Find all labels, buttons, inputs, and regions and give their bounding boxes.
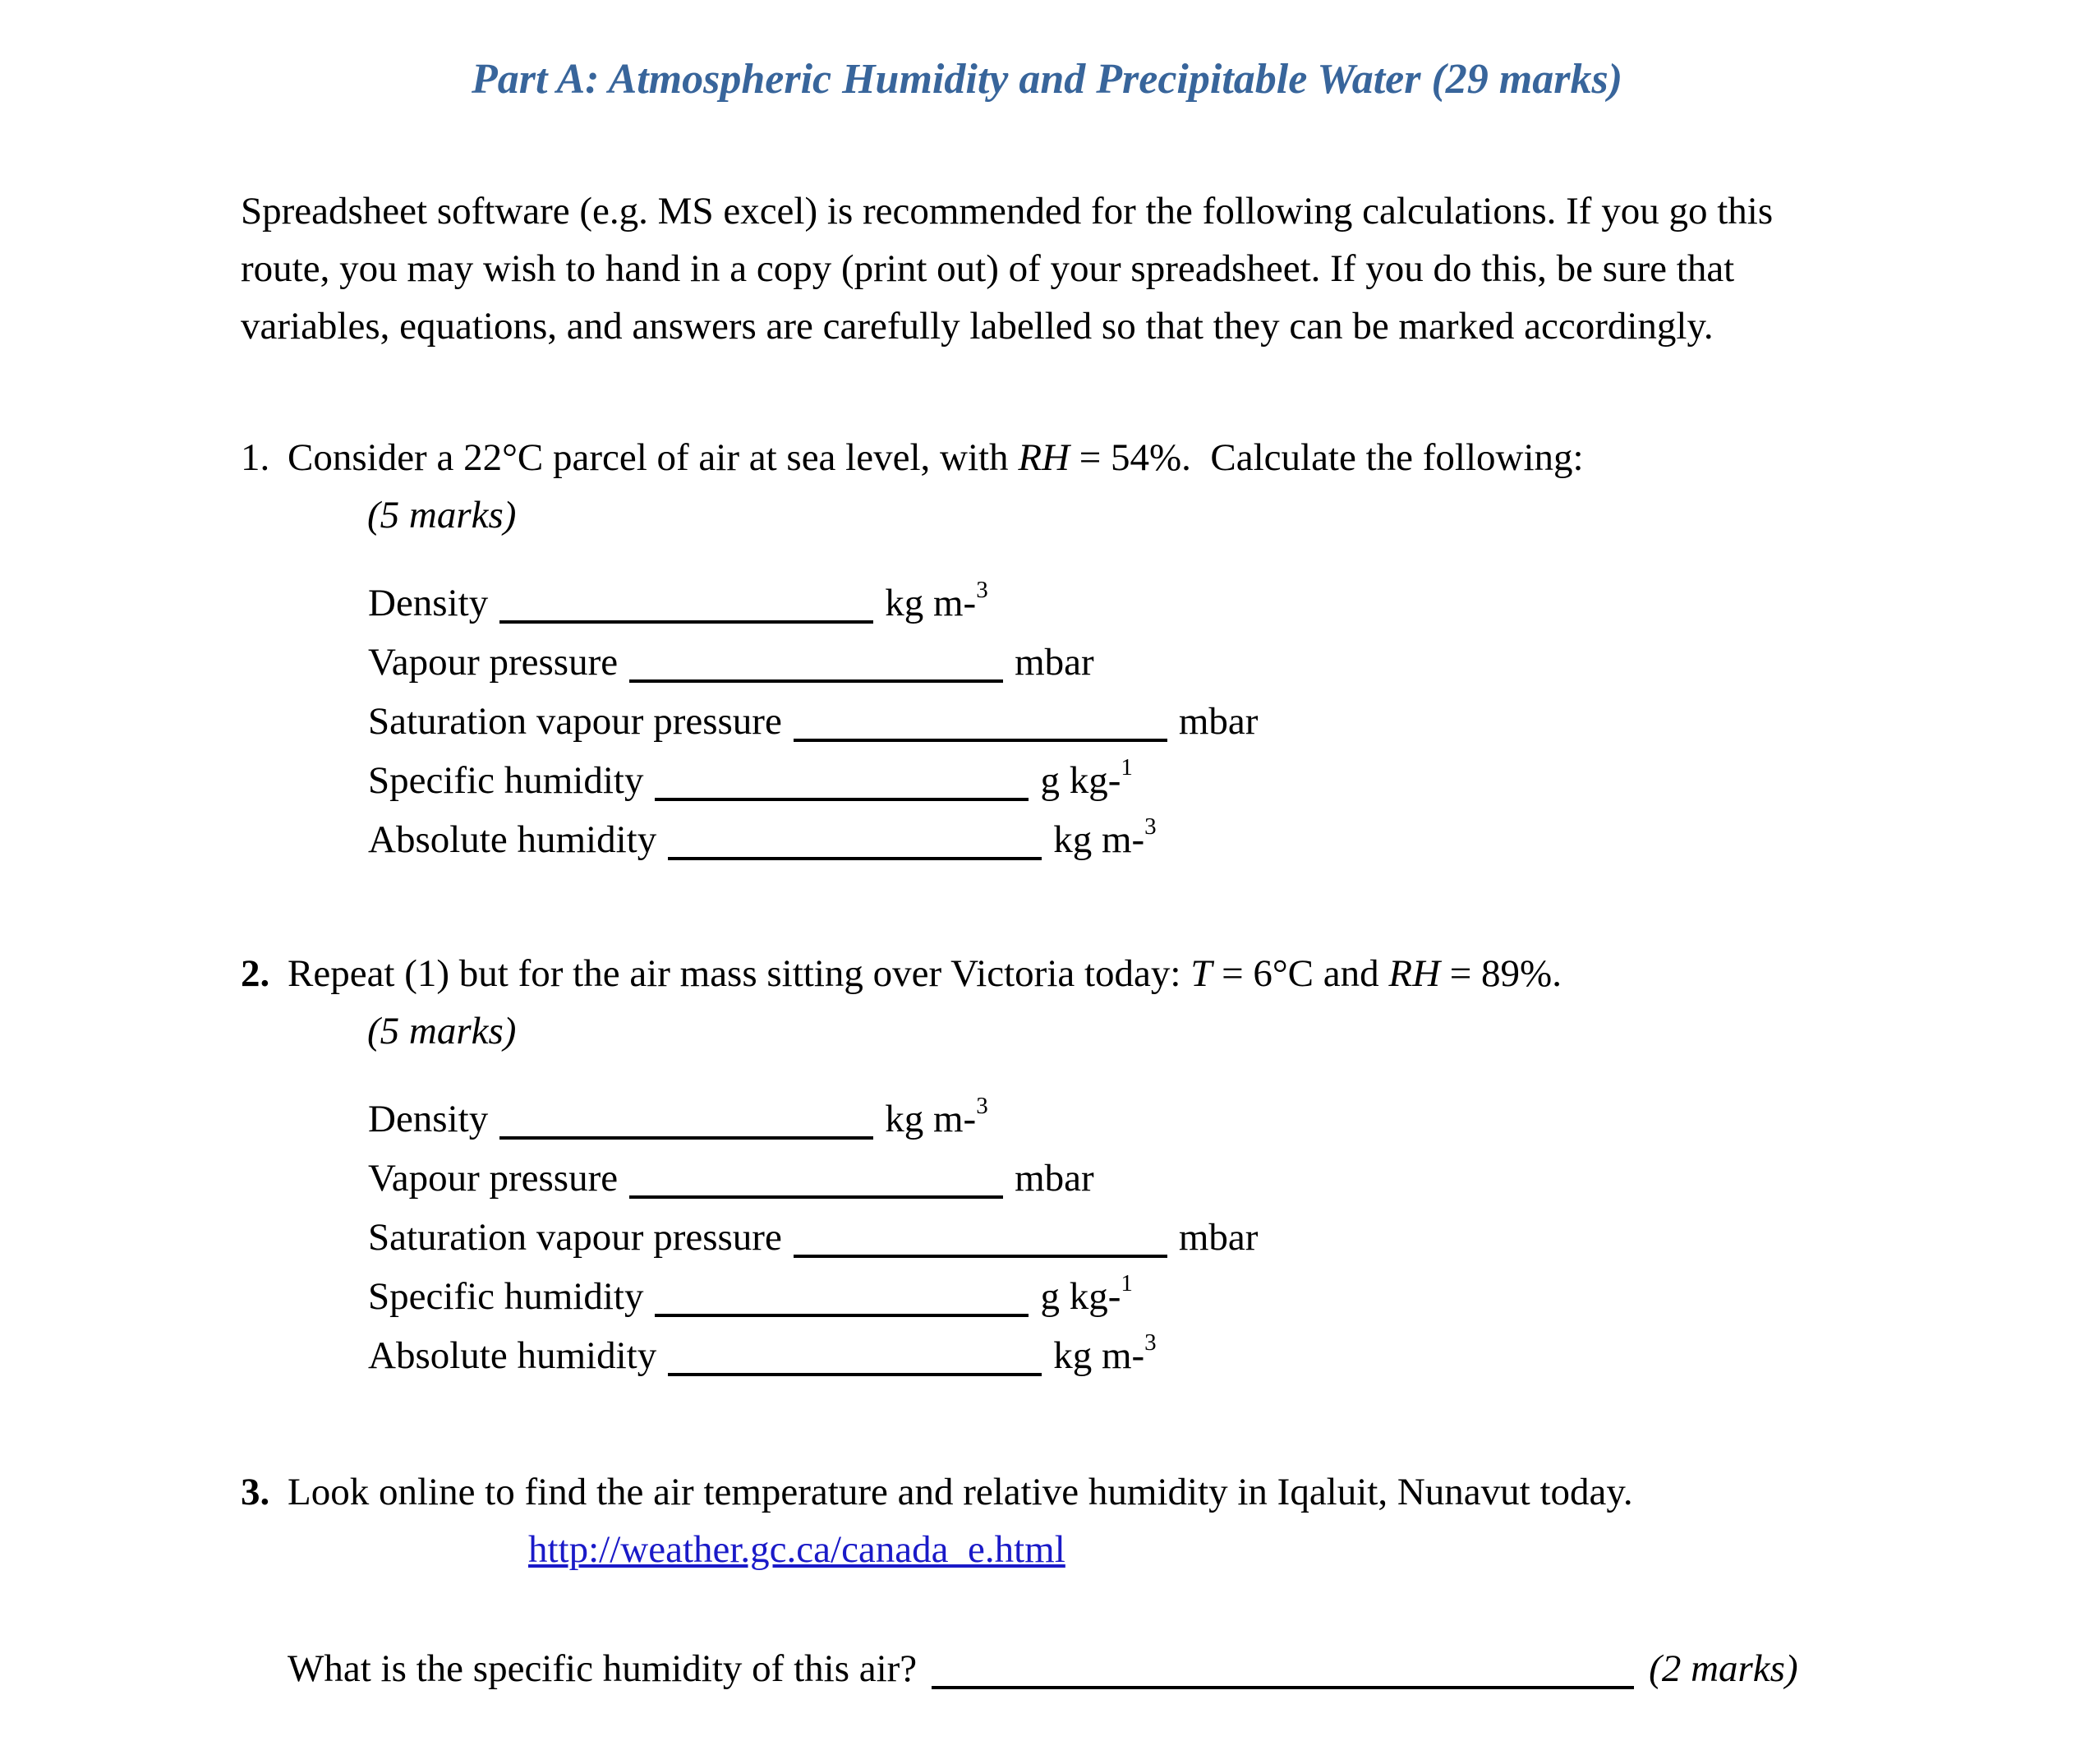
question-2-number: 2. xyxy=(241,952,270,995)
part-title: Part A: Atmospheric Humidity and Precipitable Water (29 marks) xyxy=(471,56,1623,103)
field-label: Saturation vapour pressure xyxy=(368,700,782,743)
field-label: Specific humidity xyxy=(368,1275,644,1318)
intro-line-1: Spreadsheet software (e.g. MS excel) is recommended for the following calculations. If you go this xyxy=(241,190,1774,233)
final-question-line xyxy=(0,1640,2094,1697)
superscript: 1 xyxy=(1121,754,1133,781)
link-line xyxy=(241,1521,2094,1578)
final-question-text: What is the specific humidity of this air? xyxy=(288,1647,918,1690)
variable-rh: RH xyxy=(1388,952,1441,995)
field-label: Absolute humidity xyxy=(368,1334,657,1377)
answer-blank xyxy=(794,1246,1167,1258)
field-unit: g kg-$^1$ xyxy=(1040,1270,1133,1318)
field-label: Vapour pressure xyxy=(368,641,619,684)
variable-rh: RH xyxy=(1018,436,1070,479)
weather-gc-link[interactable]: http://weather.gc.ca/canada_e.html xyxy=(528,1528,1065,1571)
field-row-absolute-humidity xyxy=(368,1326,2094,1385)
question-1-text: Consider a 22°C parcel of air at sea level, with RH = 54%. Calculate the following: xyxy=(288,436,1584,479)
field-unit: mbar xyxy=(1015,641,1094,684)
field-unit: mbar xyxy=(1178,700,1259,743)
field-label: Density xyxy=(368,582,489,624)
question-3 xyxy=(0,1463,2094,1578)
field-unit: kg m-$^3$ xyxy=(885,1093,988,1140)
field-label: Specific humidity xyxy=(368,759,644,802)
question-3-marks: (2 marks) xyxy=(1649,1647,1798,1690)
answer-blank xyxy=(655,790,1029,801)
field-row-saturation-vapour-pressure xyxy=(368,1208,2094,1267)
field-label: Density xyxy=(368,1098,489,1140)
field-unit: g kg-$^1$ xyxy=(1040,754,1133,802)
answer-blank xyxy=(629,671,1003,683)
answer-blank xyxy=(499,612,873,624)
question-2-answer-fields xyxy=(0,1089,2094,1385)
question-2-text: Repeat (1) but for the air mass sitting over Victoria today: T = 6°C and RH = 89%. xyxy=(288,952,1562,995)
question-2 xyxy=(0,945,2094,1002)
answer-blank-final xyxy=(932,1678,1634,1689)
variable-t: T xyxy=(1190,952,1213,995)
field-label: Absolute humidity xyxy=(368,818,657,861)
field-row-specific-humidity xyxy=(368,751,2094,810)
superscript: 3 xyxy=(976,1093,988,1119)
field-unit: kg m-$^3$ xyxy=(885,577,988,624)
question-2-marks: (5 marks) xyxy=(367,1010,517,1052)
field-row-vapour-pressure xyxy=(368,1149,2094,1208)
field-unit: mbar xyxy=(1178,1216,1259,1259)
field-unit: kg m-$^3$ xyxy=(1053,813,1157,861)
field-unit: mbar xyxy=(1015,1157,1094,1200)
field-label: Saturation vapour pressure xyxy=(368,1216,782,1259)
field-row-absolute-humidity xyxy=(368,810,2094,869)
answer-blank xyxy=(499,1128,873,1140)
question-1-answer-fields xyxy=(0,573,2094,869)
answer-blank xyxy=(668,849,1042,860)
superscript: 3 xyxy=(976,577,988,603)
question-1-marks: (5 marks) xyxy=(367,494,517,537)
answer-blank xyxy=(629,1187,1003,1199)
superscript: 1 xyxy=(1121,1270,1133,1297)
superscript: 3 xyxy=(1144,813,1157,840)
intro-line-3: variables, equations, and answers are carefully labelled so that they can be marked accordingly. xyxy=(241,305,1714,348)
superscript: 3 xyxy=(1144,1329,1157,1356)
answer-blank xyxy=(668,1365,1042,1376)
field-row-saturation-vapour-pressure xyxy=(368,692,2094,751)
field-row-density xyxy=(368,1089,2094,1149)
question-3-number: 3. xyxy=(241,1471,270,1513)
field-row-specific-humidity xyxy=(368,1267,2094,1326)
intro-line-2: route, you may wish to hand in a copy (print out) of your spreadsheet. If you do this, be sure that xyxy=(241,247,1735,290)
question-3-text: Look online to find the air temperature and relative humidity in Iqaluit, Nunavut today. xyxy=(288,1471,1633,1513)
field-row-density xyxy=(368,573,2094,633)
field-row-vapour-pressure xyxy=(368,633,2094,692)
field-label: Vapour pressure xyxy=(368,1157,619,1200)
question-1-number: 1. xyxy=(241,436,270,479)
intro-paragraph xyxy=(241,182,1897,355)
answer-blank xyxy=(655,1306,1029,1317)
field-unit: kg m-$^3$ xyxy=(1053,1329,1157,1377)
answer-blank xyxy=(794,730,1167,742)
question-1 xyxy=(0,429,2094,486)
